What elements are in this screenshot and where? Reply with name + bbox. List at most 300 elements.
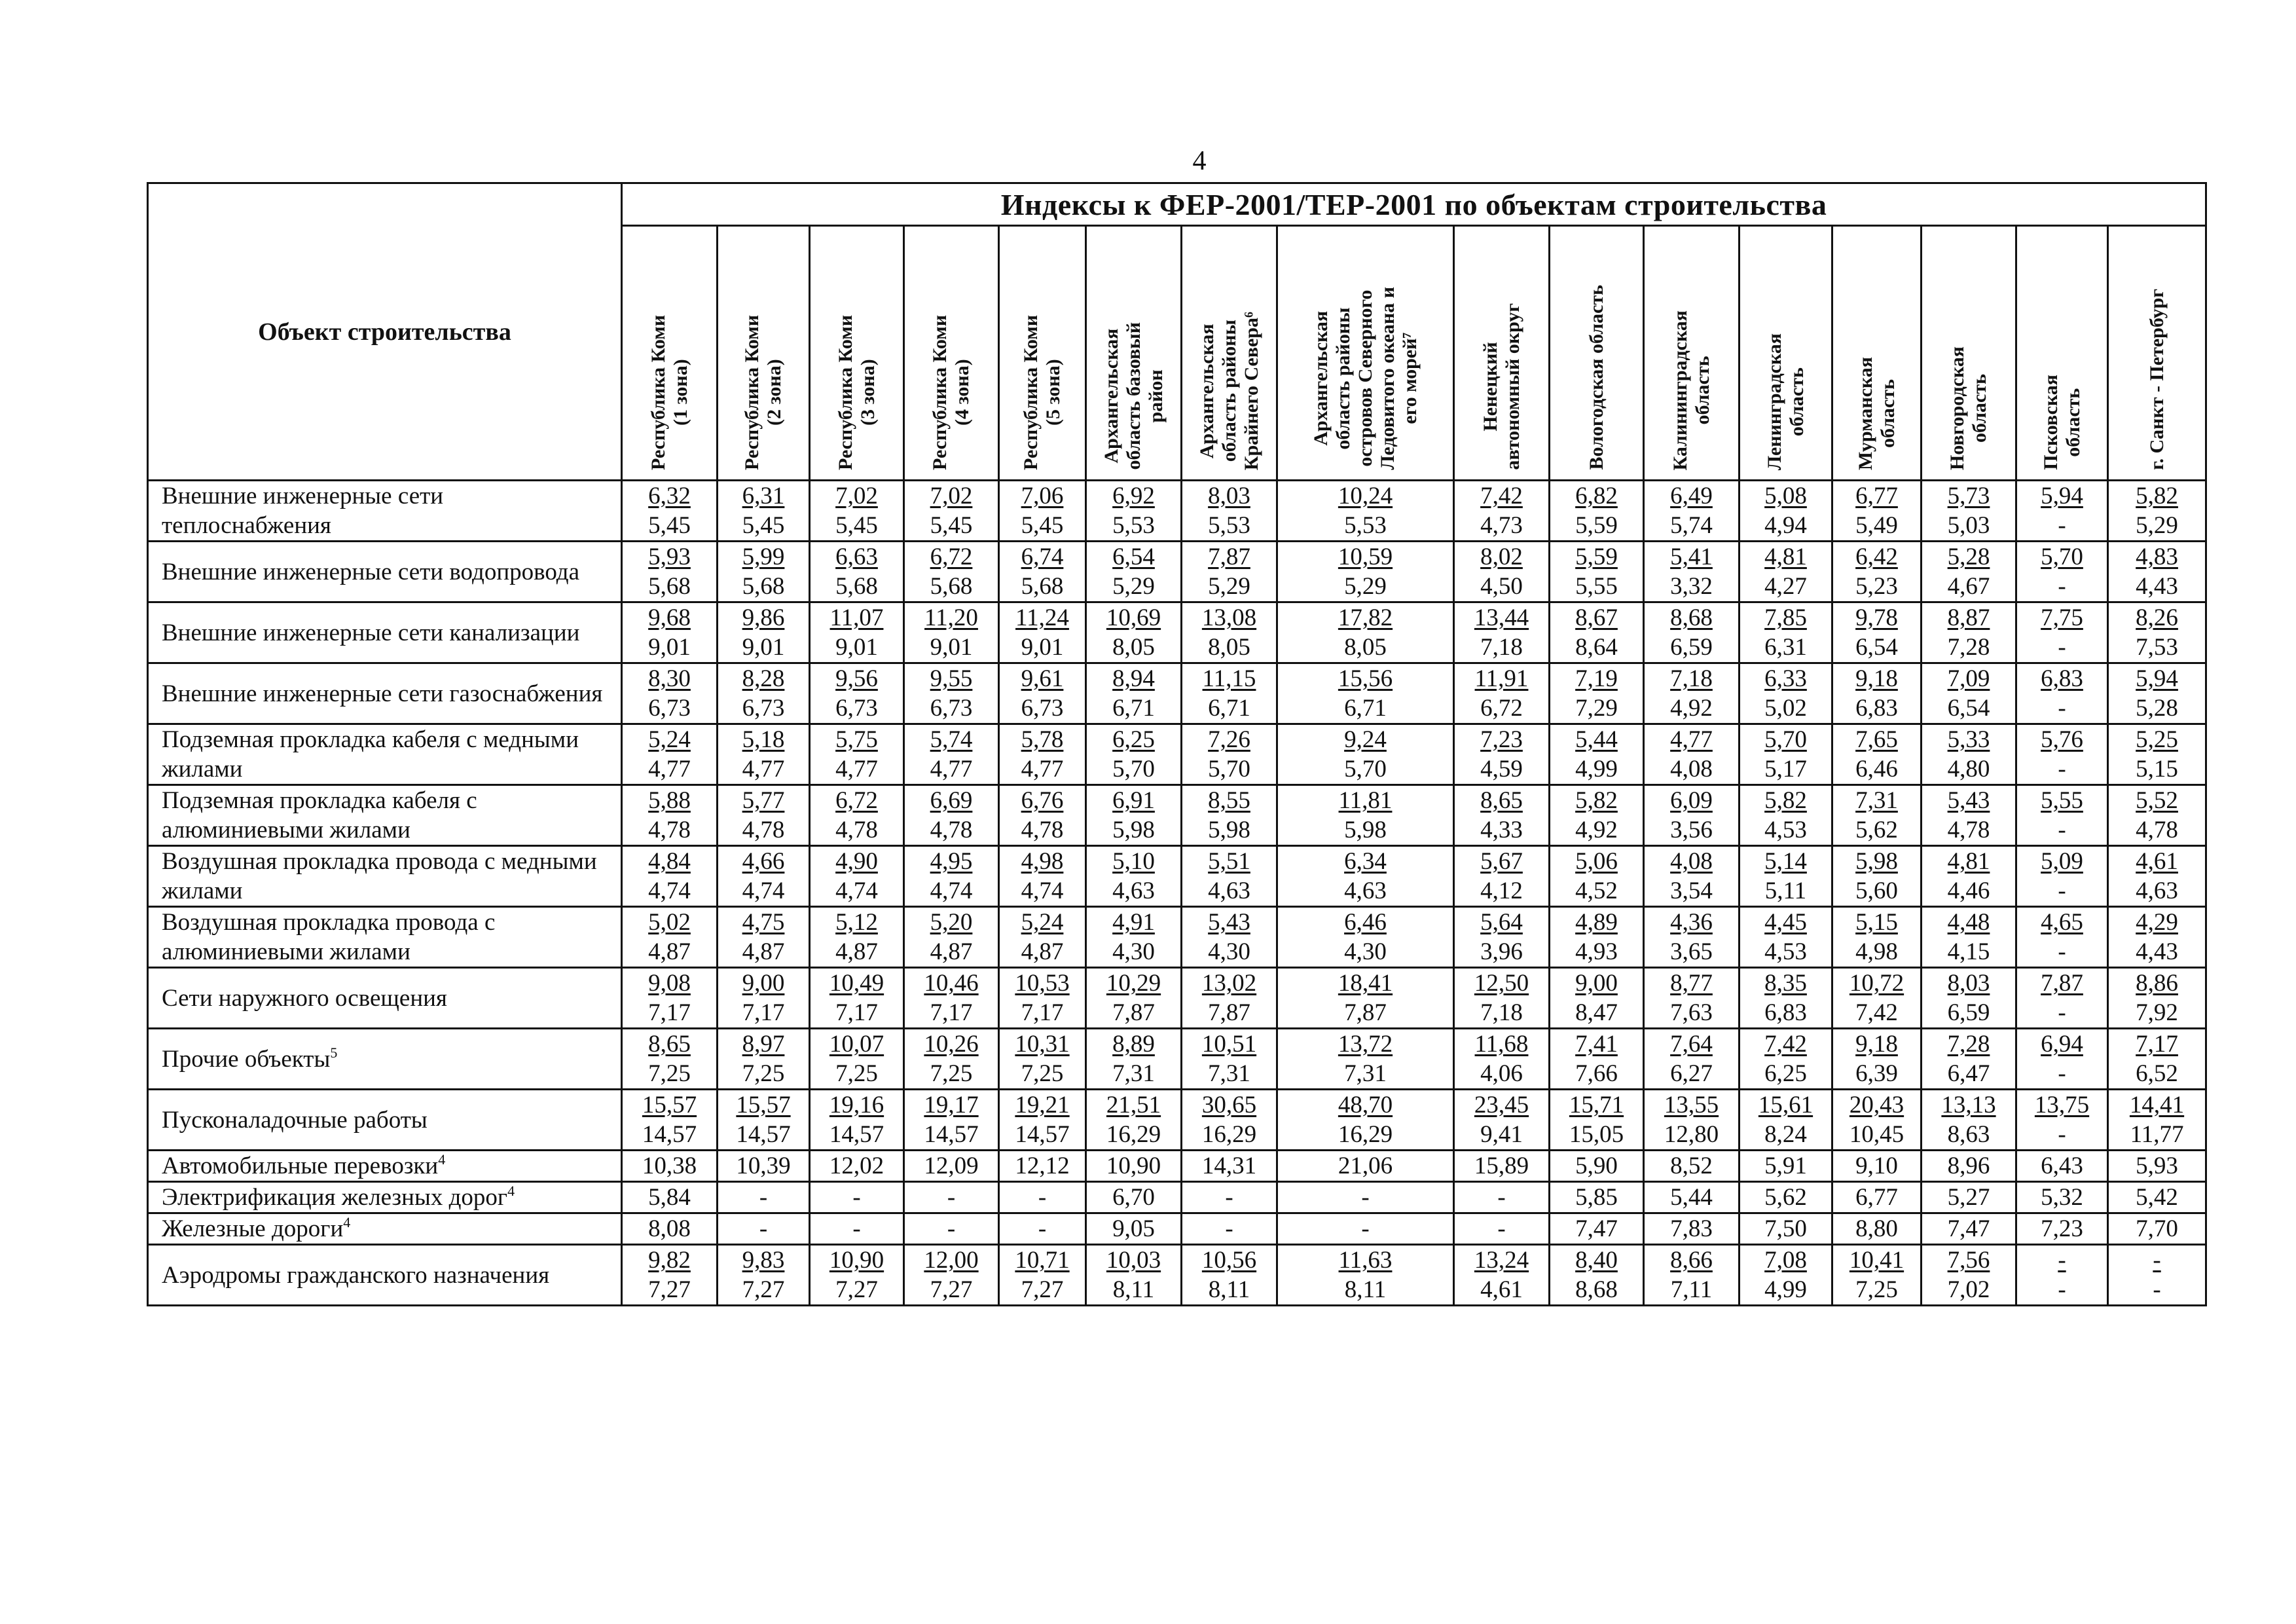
value-cell bbox=[1550, 724, 1644, 785]
value-cell bbox=[1644, 785, 1740, 846]
value-bottom: 7,50 bbox=[1764, 1215, 1807, 1242]
value-top: 11,20 bbox=[924, 604, 978, 631]
value-top: 9,82 bbox=[648, 1247, 691, 1274]
value-bottom: 7,92 bbox=[2136, 999, 2178, 1026]
value-top: 5,14 bbox=[1764, 848, 1807, 875]
value-cell bbox=[1740, 542, 1832, 602]
value-top: 7,85 bbox=[1764, 604, 1807, 631]
value-cell bbox=[2016, 968, 2108, 1029]
column-header bbox=[622, 226, 718, 481]
value-top: 8,30 bbox=[648, 665, 691, 692]
value-bottom: 7,25 bbox=[1021, 1060, 1064, 1087]
value-bottom: 4,67 bbox=[1947, 573, 1990, 600]
value-cell bbox=[810, 724, 904, 785]
value-cell bbox=[1832, 1029, 1922, 1090]
value-cell bbox=[1922, 1090, 2016, 1151]
value-bottom: 8,11 bbox=[1344, 1276, 1387, 1303]
value-bottom: 12,02 bbox=[829, 1153, 884, 1179]
value-top: 5,09 bbox=[2041, 848, 2083, 875]
value-bottom: 3,54 bbox=[1670, 877, 1713, 904]
object-name-cell bbox=[148, 1245, 622, 1306]
value-bottom: 3,32 bbox=[1670, 573, 1713, 600]
value-bottom: 4,33 bbox=[1480, 817, 1523, 843]
value-top: 5,24 bbox=[1021, 909, 1064, 936]
value-cell bbox=[1644, 602, 1740, 663]
value-top: 5,12 bbox=[835, 909, 878, 936]
table-row bbox=[148, 846, 2206, 907]
value-cell bbox=[1922, 968, 2016, 1029]
value-bottom: 6,43 bbox=[2041, 1153, 2083, 1179]
column-header-label: Архангельская область районы островов Северного Ледовитого океана и его морей⁷ bbox=[1309, 287, 1421, 470]
value-bottom: 7,11 bbox=[1670, 1276, 1713, 1303]
value-bottom: 5,03 bbox=[1947, 512, 1990, 539]
value-bottom: - bbox=[2058, 1121, 2066, 1148]
value-cell bbox=[622, 1213, 718, 1245]
value-cell bbox=[622, 542, 718, 602]
object-name: Внешние инженерные сети водопровода bbox=[162, 558, 580, 585]
value-cell bbox=[1740, 481, 1832, 542]
value-top: 5,70 bbox=[2041, 544, 2083, 570]
value-bottom: 4,94 bbox=[1764, 512, 1807, 539]
value-cell bbox=[2016, 1090, 2108, 1151]
column-header-label: Архангельская область базовый район bbox=[1100, 322, 1167, 470]
value-cell bbox=[1182, 542, 1277, 602]
footnote-mark: 5 bbox=[330, 1044, 338, 1061]
value-bottom: 4,74 bbox=[930, 877, 973, 904]
value-bottom: 6,59 bbox=[1670, 634, 1713, 661]
value-cell bbox=[1550, 1029, 1644, 1090]
value-top: 48,70 bbox=[1338, 1092, 1393, 1118]
value-bottom: 3,56 bbox=[1670, 817, 1713, 843]
value-bottom: 6,47 bbox=[1947, 1060, 1990, 1087]
value-cell bbox=[1644, 968, 1740, 1029]
value-bottom: 4,78 bbox=[930, 817, 973, 843]
value-bottom: 4,63 bbox=[1112, 877, 1155, 904]
value-cell bbox=[810, 1151, 904, 1182]
object-name: Подземная прокладка кабеля с алюминиевыми жилами bbox=[162, 787, 477, 843]
value-bottom: - bbox=[1497, 1215, 1506, 1242]
value-top: 4,89 bbox=[1575, 909, 1618, 936]
value-top: 21,51 bbox=[1106, 1092, 1161, 1118]
value-top: 19,16 bbox=[829, 1092, 884, 1118]
value-cell bbox=[2016, 481, 2108, 542]
value-cell bbox=[1182, 907, 1277, 968]
value-top: 7,87 bbox=[1208, 544, 1250, 570]
value-cell bbox=[810, 785, 904, 846]
value-top: 7,64 bbox=[1670, 1031, 1713, 1058]
value-top: 7,31 bbox=[1855, 787, 1898, 814]
value-top: 4,61 bbox=[2136, 848, 2178, 875]
value-top: 4,81 bbox=[1947, 848, 1990, 875]
object-name: Электрификация железных дорог bbox=[162, 1184, 508, 1211]
value-bottom: 7,31 bbox=[1112, 1060, 1155, 1087]
value-top: 7,18 bbox=[1670, 665, 1713, 692]
value-bottom: 4,46 bbox=[1947, 877, 1990, 904]
object-name-cell bbox=[148, 846, 622, 907]
value-cell bbox=[718, 1151, 810, 1182]
value-bottom: 10,39 bbox=[736, 1153, 791, 1179]
value-bottom: 5,90 bbox=[1575, 1153, 1618, 1179]
value-bottom: 4,78 bbox=[1947, 817, 1990, 843]
value-top: 5,82 bbox=[1764, 787, 1807, 814]
value-cell bbox=[1277, 1090, 1454, 1151]
column-header-label: Мурманская область bbox=[1854, 356, 1899, 470]
value-cell bbox=[1550, 542, 1644, 602]
value-cell bbox=[1644, 1029, 1740, 1090]
value-bottom: 8,05 bbox=[1344, 634, 1387, 661]
value-cell bbox=[1454, 542, 1550, 602]
value-bottom: 4,92 bbox=[1575, 817, 1618, 843]
value-cell bbox=[718, 481, 810, 542]
value-cell bbox=[2108, 663, 2206, 724]
value-top: 4,45 bbox=[1764, 909, 1807, 936]
value-top: 6,74 bbox=[1021, 544, 1064, 570]
value-bottom: 5,15 bbox=[2136, 756, 2178, 783]
value-top: 11,15 bbox=[1202, 665, 1256, 692]
value-cell bbox=[2108, 785, 2206, 846]
value-cell bbox=[2108, 1151, 2206, 1182]
value-cell bbox=[1277, 1151, 1454, 1182]
value-top: 10,03 bbox=[1106, 1247, 1161, 1274]
value-cell bbox=[1454, 907, 1550, 968]
value-top: 14,41 bbox=[2129, 1092, 2185, 1118]
value-bottom: - bbox=[1038, 1215, 1047, 1242]
value-bottom: 4,63 bbox=[2136, 877, 2178, 904]
value-top: 13,24 bbox=[1474, 1247, 1529, 1274]
value-cell bbox=[999, 1182, 1086, 1213]
object-name: Пусконаладочные работы bbox=[162, 1106, 428, 1134]
value-cell bbox=[1550, 1213, 1644, 1245]
value-bottom: - bbox=[2058, 817, 2066, 843]
value-top: 6,72 bbox=[835, 787, 878, 814]
value-bottom: 5,70 bbox=[1344, 756, 1387, 783]
value-top: 6,94 bbox=[2041, 1031, 2083, 1058]
value-cell bbox=[622, 968, 718, 1029]
value-cell bbox=[1922, 481, 2016, 542]
value-cell bbox=[904, 1029, 999, 1090]
value-bottom: - bbox=[1497, 1184, 1506, 1211]
table-row bbox=[148, 1182, 2206, 1213]
value-bottom: 5,02 bbox=[1764, 695, 1807, 722]
value-bottom: 14,57 bbox=[642, 1121, 697, 1148]
column-header bbox=[1454, 226, 1550, 481]
value-bottom: 4,50 bbox=[1480, 573, 1523, 600]
value-top: 8,89 bbox=[1112, 1031, 1155, 1058]
value-cell bbox=[999, 663, 1086, 724]
value-top: 5,41 bbox=[1670, 544, 1713, 570]
value-top: - bbox=[2058, 1247, 2066, 1274]
value-top: 7,56 bbox=[1947, 1247, 1990, 1274]
value-top: 10,59 bbox=[1338, 544, 1393, 570]
value-top: 13,72 bbox=[1338, 1031, 1393, 1058]
value-cell bbox=[1832, 481, 1922, 542]
value-bottom: 8,64 bbox=[1575, 634, 1618, 661]
value-bottom: 7,70 bbox=[2136, 1215, 2178, 1242]
value-cell bbox=[1832, 1151, 1922, 1182]
value-bottom: 8,52 bbox=[1670, 1153, 1713, 1179]
value-bottom: 7,87 bbox=[1344, 999, 1387, 1026]
value-cell bbox=[1832, 1182, 1922, 1213]
value-top: 4,84 bbox=[648, 848, 691, 875]
value-top: 5,55 bbox=[2041, 787, 2083, 814]
value-top: 6,42 bbox=[1855, 544, 1898, 570]
value-top: 5,94 bbox=[2041, 483, 2083, 509]
value-cell bbox=[1086, 907, 1182, 968]
value-cell bbox=[810, 907, 904, 968]
value-cell bbox=[1644, 1182, 1740, 1213]
value-bottom: 4,43 bbox=[2136, 938, 2178, 965]
value-bottom: 5,62 bbox=[1855, 817, 1898, 843]
value-bottom: 14,57 bbox=[924, 1121, 979, 1148]
value-bottom: 15,05 bbox=[1569, 1121, 1624, 1148]
table-row bbox=[148, 1151, 2206, 1182]
value-top: 4,83 bbox=[2136, 544, 2178, 570]
value-bottom: 16,29 bbox=[1338, 1121, 1393, 1148]
value-bottom: 4,53 bbox=[1764, 817, 1807, 843]
column-header bbox=[999, 226, 1086, 481]
value-cell bbox=[1740, 663, 1832, 724]
value-bottom: - bbox=[1225, 1184, 1233, 1211]
value-top: 6,76 bbox=[1021, 787, 1064, 814]
value-cell bbox=[718, 724, 810, 785]
value-cell bbox=[2108, 602, 2206, 663]
value-bottom: - bbox=[947, 1215, 956, 1242]
value-top: 13,75 bbox=[2034, 1092, 2090, 1118]
value-top: 5,70 bbox=[1764, 726, 1807, 753]
value-cell bbox=[1086, 785, 1182, 846]
value-top: 30,65 bbox=[1201, 1092, 1257, 1118]
value-cell bbox=[1644, 1151, 1740, 1182]
value-cell bbox=[1550, 1245, 1644, 1306]
value-cell bbox=[718, 846, 810, 907]
value-bottom: 7,25 bbox=[930, 1060, 973, 1087]
value-top: 7,42 bbox=[1764, 1031, 1807, 1058]
value-bottom: 7,17 bbox=[835, 999, 878, 1026]
index-table bbox=[147, 182, 2207, 1306]
value-bottom: 7,83 bbox=[1670, 1215, 1713, 1242]
value-cell bbox=[1454, 846, 1550, 907]
column-header-label: Калининградская область bbox=[1669, 310, 1713, 470]
value-cell bbox=[1454, 1213, 1550, 1245]
value-top: 19,17 bbox=[924, 1092, 979, 1118]
value-cell bbox=[1086, 724, 1182, 785]
value-cell bbox=[1277, 481, 1454, 542]
value-cell bbox=[1086, 481, 1182, 542]
value-cell bbox=[718, 1213, 810, 1245]
value-cell bbox=[810, 542, 904, 602]
value-bottom: 7,27 bbox=[835, 1276, 878, 1303]
value-cell bbox=[718, 663, 810, 724]
value-top: 11,81 bbox=[1338, 787, 1393, 814]
value-cell bbox=[810, 1029, 904, 1090]
value-top: 10,46 bbox=[924, 970, 979, 997]
value-cell bbox=[1086, 1151, 1182, 1182]
value-bottom: 4,80 bbox=[1947, 756, 1990, 783]
value-top: 4,98 bbox=[1021, 848, 1064, 875]
value-top: 5,08 bbox=[1764, 483, 1807, 509]
column-header bbox=[1182, 226, 1277, 481]
value-bottom: 4,74 bbox=[742, 877, 785, 904]
value-cell bbox=[718, 1090, 810, 1151]
value-cell bbox=[2016, 724, 2108, 785]
value-cell bbox=[1454, 1090, 1550, 1151]
value-top: 10,72 bbox=[1849, 970, 1904, 997]
value-bottom: 5,17 bbox=[1764, 756, 1807, 783]
footnote-mark: 4 bbox=[507, 1183, 515, 1199]
column-header bbox=[2108, 226, 2206, 481]
value-bottom: - bbox=[1361, 1215, 1370, 1242]
value-bottom: 8,63 bbox=[1947, 1121, 1990, 1148]
value-cell bbox=[1277, 846, 1454, 907]
value-cell bbox=[904, 1213, 999, 1245]
value-top: 4,81 bbox=[1764, 544, 1807, 570]
value-top: 4,91 bbox=[1112, 909, 1155, 936]
value-bottom: - bbox=[2058, 512, 2066, 539]
value-bottom: 4,87 bbox=[742, 938, 785, 965]
value-bottom: 7,25 bbox=[742, 1060, 785, 1087]
column-header bbox=[1922, 226, 2016, 481]
value-bottom: 7,17 bbox=[742, 999, 785, 1026]
value-cell bbox=[1277, 542, 1454, 602]
value-top: 5,52 bbox=[2136, 787, 2178, 814]
value-top: 15,56 bbox=[1338, 665, 1393, 692]
value-cell bbox=[1454, 602, 1550, 663]
value-top: 6,25 bbox=[1112, 726, 1155, 753]
value-top: 7,42 bbox=[1480, 483, 1523, 509]
value-bottom: 4,93 bbox=[1575, 938, 1618, 965]
value-top: 9,00 bbox=[1575, 970, 1618, 997]
value-bottom: 8,11 bbox=[1208, 1276, 1250, 1303]
value-cell bbox=[1454, 663, 1550, 724]
value-bottom: 5,45 bbox=[930, 512, 973, 539]
value-bottom: 5,85 bbox=[1575, 1184, 1618, 1211]
value-cell bbox=[1740, 846, 1832, 907]
value-cell bbox=[904, 1151, 999, 1182]
value-bottom: 8,24 bbox=[1764, 1121, 1807, 1148]
value-cell bbox=[1086, 1182, 1182, 1213]
value-cell bbox=[1832, 602, 1922, 663]
value-bottom: 7,23 bbox=[2041, 1215, 2083, 1242]
value-cell bbox=[622, 602, 718, 663]
value-bottom: 4,08 bbox=[1670, 756, 1713, 783]
value-bottom: 5,74 bbox=[1670, 512, 1713, 539]
value-top: 4,48 bbox=[1947, 909, 1990, 936]
value-bottom: 10,38 bbox=[642, 1153, 697, 1179]
value-bottom: 7,25 bbox=[835, 1060, 878, 1087]
value-cell bbox=[1277, 1029, 1454, 1090]
value-bottom: 6,71 bbox=[1208, 695, 1250, 722]
value-top: 8,35 bbox=[1764, 970, 1807, 997]
value-bottom: 6,39 bbox=[1855, 1060, 1898, 1087]
value-top: 12,50 bbox=[1474, 970, 1529, 997]
value-top: 10,29 bbox=[1106, 970, 1161, 997]
value-bottom: - bbox=[2058, 999, 2066, 1026]
value-cell bbox=[999, 1029, 1086, 1090]
value-cell bbox=[1086, 1245, 1182, 1306]
value-bottom: 3,65 bbox=[1670, 938, 1713, 965]
value-cell bbox=[2016, 907, 2108, 968]
value-top: 8,40 bbox=[1575, 1247, 1618, 1274]
value-bottom: 4,87 bbox=[930, 938, 973, 965]
value-bottom: 9,10 bbox=[1855, 1153, 1898, 1179]
column-header bbox=[1086, 226, 1182, 481]
value-cell bbox=[999, 724, 1086, 785]
value-bottom: 7,17 bbox=[648, 999, 691, 1026]
value-cell bbox=[718, 602, 810, 663]
value-bottom: 7,47 bbox=[1575, 1215, 1618, 1242]
value-cell bbox=[622, 1090, 718, 1151]
value-cell bbox=[1182, 663, 1277, 724]
value-cell bbox=[904, 846, 999, 907]
value-cell bbox=[999, 1245, 1086, 1306]
value-top: 6,92 bbox=[1112, 483, 1155, 509]
value-bottom: 4,78 bbox=[1021, 817, 1064, 843]
value-cell bbox=[1454, 1029, 1550, 1090]
value-cell bbox=[1454, 481, 1550, 542]
value-top: 5,94 bbox=[2136, 665, 2178, 692]
value-bottom: 4,63 bbox=[1208, 877, 1250, 904]
value-top: 8,94 bbox=[1112, 665, 1155, 692]
value-top: 13,13 bbox=[1941, 1092, 1996, 1118]
value-bottom: 5,93 bbox=[2136, 1153, 2178, 1179]
value-bottom: 4,77 bbox=[835, 756, 878, 783]
value-cell bbox=[2108, 907, 2206, 968]
value-top: 8,26 bbox=[2136, 604, 2178, 631]
value-cell bbox=[1550, 602, 1644, 663]
value-cell bbox=[2016, 1182, 2108, 1213]
value-cell bbox=[904, 602, 999, 663]
object-header: Объект строительства bbox=[148, 183, 622, 481]
value-cell bbox=[999, 542, 1086, 602]
value-cell bbox=[1550, 1090, 1644, 1151]
value-top: 7,75 bbox=[2041, 604, 2083, 631]
value-cell bbox=[1644, 907, 1740, 968]
value-cell bbox=[1644, 1213, 1740, 1245]
value-cell bbox=[1182, 724, 1277, 785]
value-cell bbox=[1182, 481, 1277, 542]
value-cell bbox=[1644, 663, 1740, 724]
value-cell bbox=[1454, 1245, 1550, 1306]
object-name: Воздушная прокладка провода с медными жилами bbox=[162, 848, 597, 904]
value-top: 5,98 bbox=[1855, 848, 1898, 875]
object-name: Автомобильные перевозки bbox=[162, 1153, 439, 1179]
value-bottom: 6,70 bbox=[1112, 1184, 1155, 1211]
value-bottom: 4,53 bbox=[1764, 938, 1807, 965]
object-name: Подземная прокладка кабеля с медными жилами bbox=[162, 726, 579, 783]
value-top: 6,34 bbox=[1344, 848, 1387, 875]
value-cell bbox=[1182, 1245, 1277, 1306]
value-top: 5,93 bbox=[648, 544, 691, 570]
value-bottom: 9,01 bbox=[930, 634, 973, 661]
object-name-cell bbox=[148, 1213, 622, 1245]
value-cell bbox=[1922, 724, 2016, 785]
value-bottom: 4,74 bbox=[648, 877, 691, 904]
value-bottom: - bbox=[2058, 938, 2066, 965]
value-cell bbox=[1086, 602, 1182, 663]
value-cell bbox=[2016, 1245, 2108, 1306]
object-name-cell bbox=[148, 1029, 622, 1090]
column-header-label: Республика Коми (3 зона) bbox=[834, 315, 879, 470]
value-top: 10,41 bbox=[1849, 1247, 1904, 1274]
value-top: 15,57 bbox=[736, 1092, 791, 1118]
value-cell bbox=[999, 481, 1086, 542]
value-bottom: 3,96 bbox=[1480, 938, 1523, 965]
value-cell bbox=[904, 1090, 999, 1151]
value-bottom: 6,54 bbox=[1947, 695, 1990, 722]
value-cell bbox=[1550, 1182, 1644, 1213]
value-cell bbox=[1832, 1245, 1922, 1306]
value-bottom: 4,43 bbox=[2136, 573, 2178, 600]
